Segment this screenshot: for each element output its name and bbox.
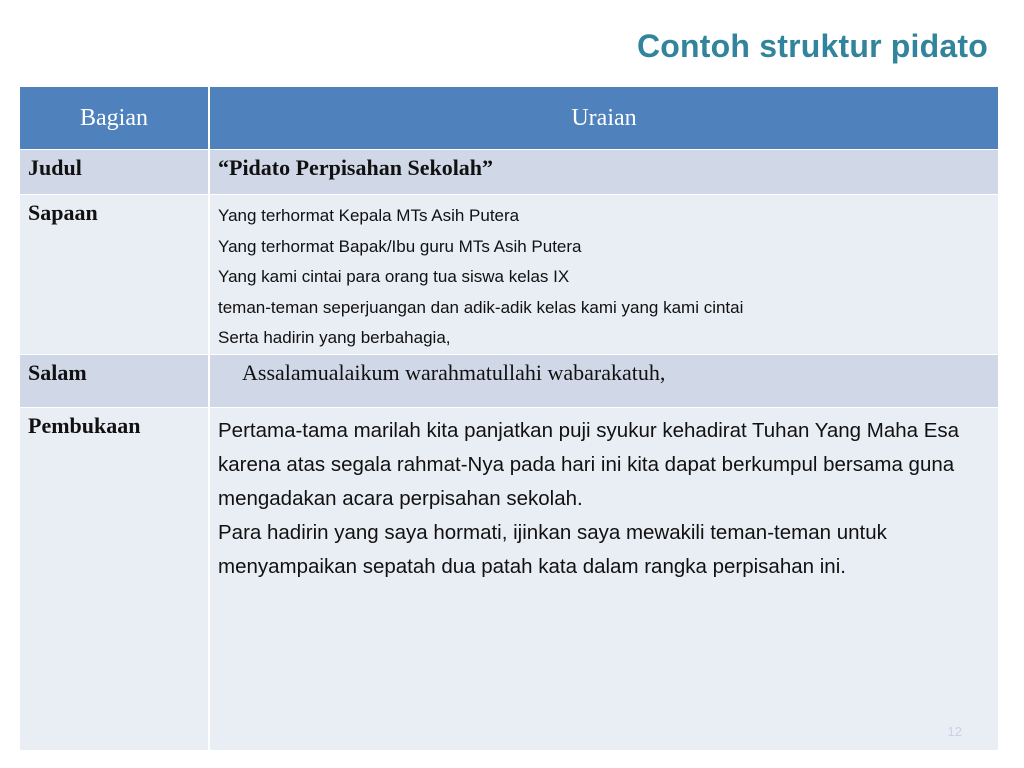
opening-paragraph: Para hadirin yang saya hormati, ijinkan saya mewakili teman-teman untuk menyampaikan sepatah dua patah kata dalam rangka perpisahan ini.: [218, 520, 887, 578]
table-row-judul: [19, 150, 999, 195]
cell-label-judul: [19, 150, 209, 195]
page-number: 12: [947, 724, 962, 739]
slide-title: Contoh struktur pidato: [636, 28, 988, 64]
cell-value-sapaan: [209, 195, 999, 355]
opening-paragraph: Pertama-tama marilah kita panjatkan puji syukur kehadirat Tuhan Yang Maha Esa karena atas segala rahmat-Nya pada hari ini kita dapat berkumpul bersama guna mengadakan acara perpisahan sekolah.: [218, 418, 960, 510]
row-label: Judul: [28, 155, 82, 180]
cell-label-sapaan: [19, 195, 209, 355]
cell-label-salam: [19, 354, 209, 407]
cell-value-salam: [209, 354, 999, 407]
greeting-lines: [210, 195, 998, 354]
opening-paragraphs: [210, 408, 998, 584]
table-row-sapaan: [19, 195, 999, 355]
cell-label-pembukaan: [19, 407, 209, 750]
header-bagian: Bagian: [19, 87, 209, 150]
cell-value-judul: [209, 150, 999, 195]
greeting-line: Serta hadirin yang berbahagia,: [218, 328, 451, 347]
salam-text: Assalamualaikum warahmatullahi wabarakatuh,: [242, 359, 666, 385]
greeting-line: Yang kami cintai para orang tua siswa kelas IX: [218, 267, 570, 286]
greeting-line: Yang terhormat Bapak/Ibu guru MTs Asih Putera: [218, 236, 582, 256]
speech-structure-table: [18, 86, 1000, 751]
greeting-line: Yang terhormat Kepala MTs Asih Putera: [218, 206, 520, 225]
cell-value-pembukaan: [209, 407, 999, 750]
table-row-salam: [19, 354, 999, 407]
row-label: Pembukaan: [28, 412, 141, 438]
row-label: Salam: [28, 359, 87, 385]
table-row-pembukaan: [19, 407, 999, 750]
speech-title-text: “Pidato Perpisahan Sekolah”: [218, 155, 494, 180]
table-header-row: [19, 87, 999, 150]
row-label: Sapaan: [28, 200, 98, 225]
greeting-line: teman-teman seperjuangan dan adik-adik kelas kami yang kami cintai: [218, 297, 744, 317]
header-uraian: Uraian: [209, 87, 999, 150]
